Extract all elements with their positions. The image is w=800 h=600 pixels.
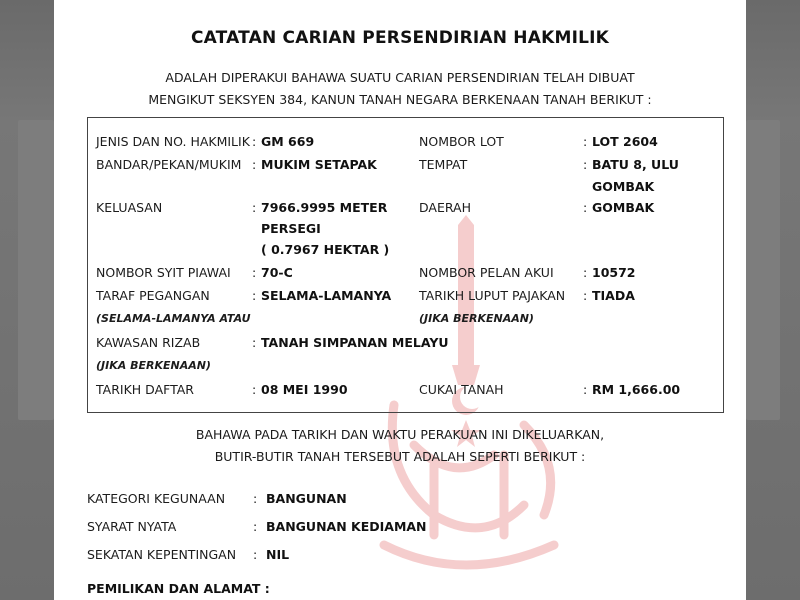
- luput-value: TIADA: [592, 288, 635, 303]
- cukai-value: RM 1,666.00: [592, 382, 681, 397]
- tempat-value-line-1: BATU 8, ULU: [592, 157, 679, 172]
- rizab-note: (JIKA BERKENAAN): [96, 359, 211, 372]
- intro-line-2: MENGIKUT SEKSYEN 384, KANUN TANAH NEGARA BERKENAAN TANAH BERIKUT :: [148, 92, 652, 107]
- rizab-value: TANAH SIMPANAN MELAYU: [261, 335, 449, 350]
- luput-label: TARIKH LUPUT PAJAKAN: [419, 288, 566, 303]
- taraf-value: SELAMA-LAMANYA: [261, 288, 392, 303]
- lot-value: LOT 2604: [592, 134, 658, 149]
- colon: :: [252, 335, 257, 350]
- luput-note: (JIKA BERKENAAN): [419, 312, 534, 325]
- rizab-label: KAWASAN RIZAB: [96, 335, 201, 350]
- colon: :: [253, 547, 258, 562]
- jenis-label: JENIS DAN NO. HAKMILIK: [96, 134, 250, 149]
- colon: :: [252, 134, 257, 149]
- daftar-label: TARIKH DAFTAR: [96, 382, 194, 397]
- daerah-label: DAERAH: [419, 200, 471, 215]
- intro-line-1: ADALAH DIPERAKUI BAHAWA SUATU CARIAN PERSENDIRIAN TELAH DIBUAT: [165, 70, 635, 85]
- colon: :: [583, 288, 588, 303]
- section2-line-2: BUTIR-BUTIR TANAH TERSEBUT ADALAH SEPERTI BERIKUT :: [214, 449, 586, 464]
- daerah-value: GOMBAK: [592, 200, 655, 215]
- colon: :: [583, 265, 588, 280]
- page-title: CATATAN CARIAN PERSENDIRIAN HAKMILIK: [190, 28, 610, 48]
- lot-label: NOMBOR LOT: [419, 134, 504, 149]
- colon: :: [583, 200, 588, 215]
- colon: :: [252, 200, 257, 215]
- colon: :: [252, 157, 257, 172]
- bandar-value: MUKIM SETAPAK: [261, 157, 377, 172]
- kategori-value: BANGUNAN: [266, 491, 347, 506]
- daftar-value: 08 MEI 1990: [261, 382, 348, 397]
- pelan-label: NOMBOR PELAN AKUI: [419, 265, 554, 280]
- taraf-note: (SELAMA-LAMANYA ATAU: [96, 312, 251, 325]
- kategori-label: KATEGORI KEGUNAAN: [87, 491, 226, 506]
- colon: :: [253, 491, 258, 506]
- jenis-value: GM 669: [261, 134, 315, 149]
- syarat-value: BANGUNAN KEDIAMAN: [266, 519, 427, 534]
- section2-line-1: BAHAWA PADA TARIKH DAN WAKTU PERAKUAN INI DIKELUARKAN,: [195, 427, 605, 442]
- colon: :: [252, 288, 257, 303]
- sekatan-value: NIL: [266, 547, 290, 562]
- keluasan-label: KELUASAN: [96, 200, 163, 215]
- keluasan-value-line-3: ( 0.7967 HEKTAR ): [261, 242, 390, 257]
- tempat-label: TEMPAT: [419, 157, 468, 172]
- bandar-label: BANDAR/PEKAN/MUKIM: [96, 157, 242, 172]
- pelan-value: 10572: [592, 265, 636, 280]
- keluasan-value-line-1: 7966.9995 METER: [261, 200, 388, 215]
- syit-label: NOMBOR SYIT PIAWAI: [96, 265, 231, 280]
- colon: :: [583, 382, 588, 397]
- cukai-label: CUKAI TANAH: [419, 382, 504, 397]
- keluasan-value-line-2: PERSEGI: [261, 221, 321, 236]
- colon: :: [583, 134, 588, 149]
- pemilikan-heading: PEMILIKAN DAN ALAMAT :: [87, 581, 270, 596]
- sekatan-label: SEKATAN KEPENTINGAN: [87, 547, 237, 562]
- colon: :: [253, 519, 258, 534]
- colon: :: [252, 382, 257, 397]
- syit-value: 70-C: [261, 265, 293, 280]
- document-page: [54, 0, 746, 600]
- tempat-value-line-2: GOMBAK: [592, 179, 655, 194]
- syarat-label: SYARAT NYATA: [87, 519, 177, 534]
- background-blur-block: [18, 120, 54, 420]
- taraf-label: TARAF PEGANGAN: [96, 288, 210, 303]
- background-blur-block: [746, 120, 780, 420]
- colon: :: [583, 157, 588, 172]
- colon: :: [252, 265, 257, 280]
